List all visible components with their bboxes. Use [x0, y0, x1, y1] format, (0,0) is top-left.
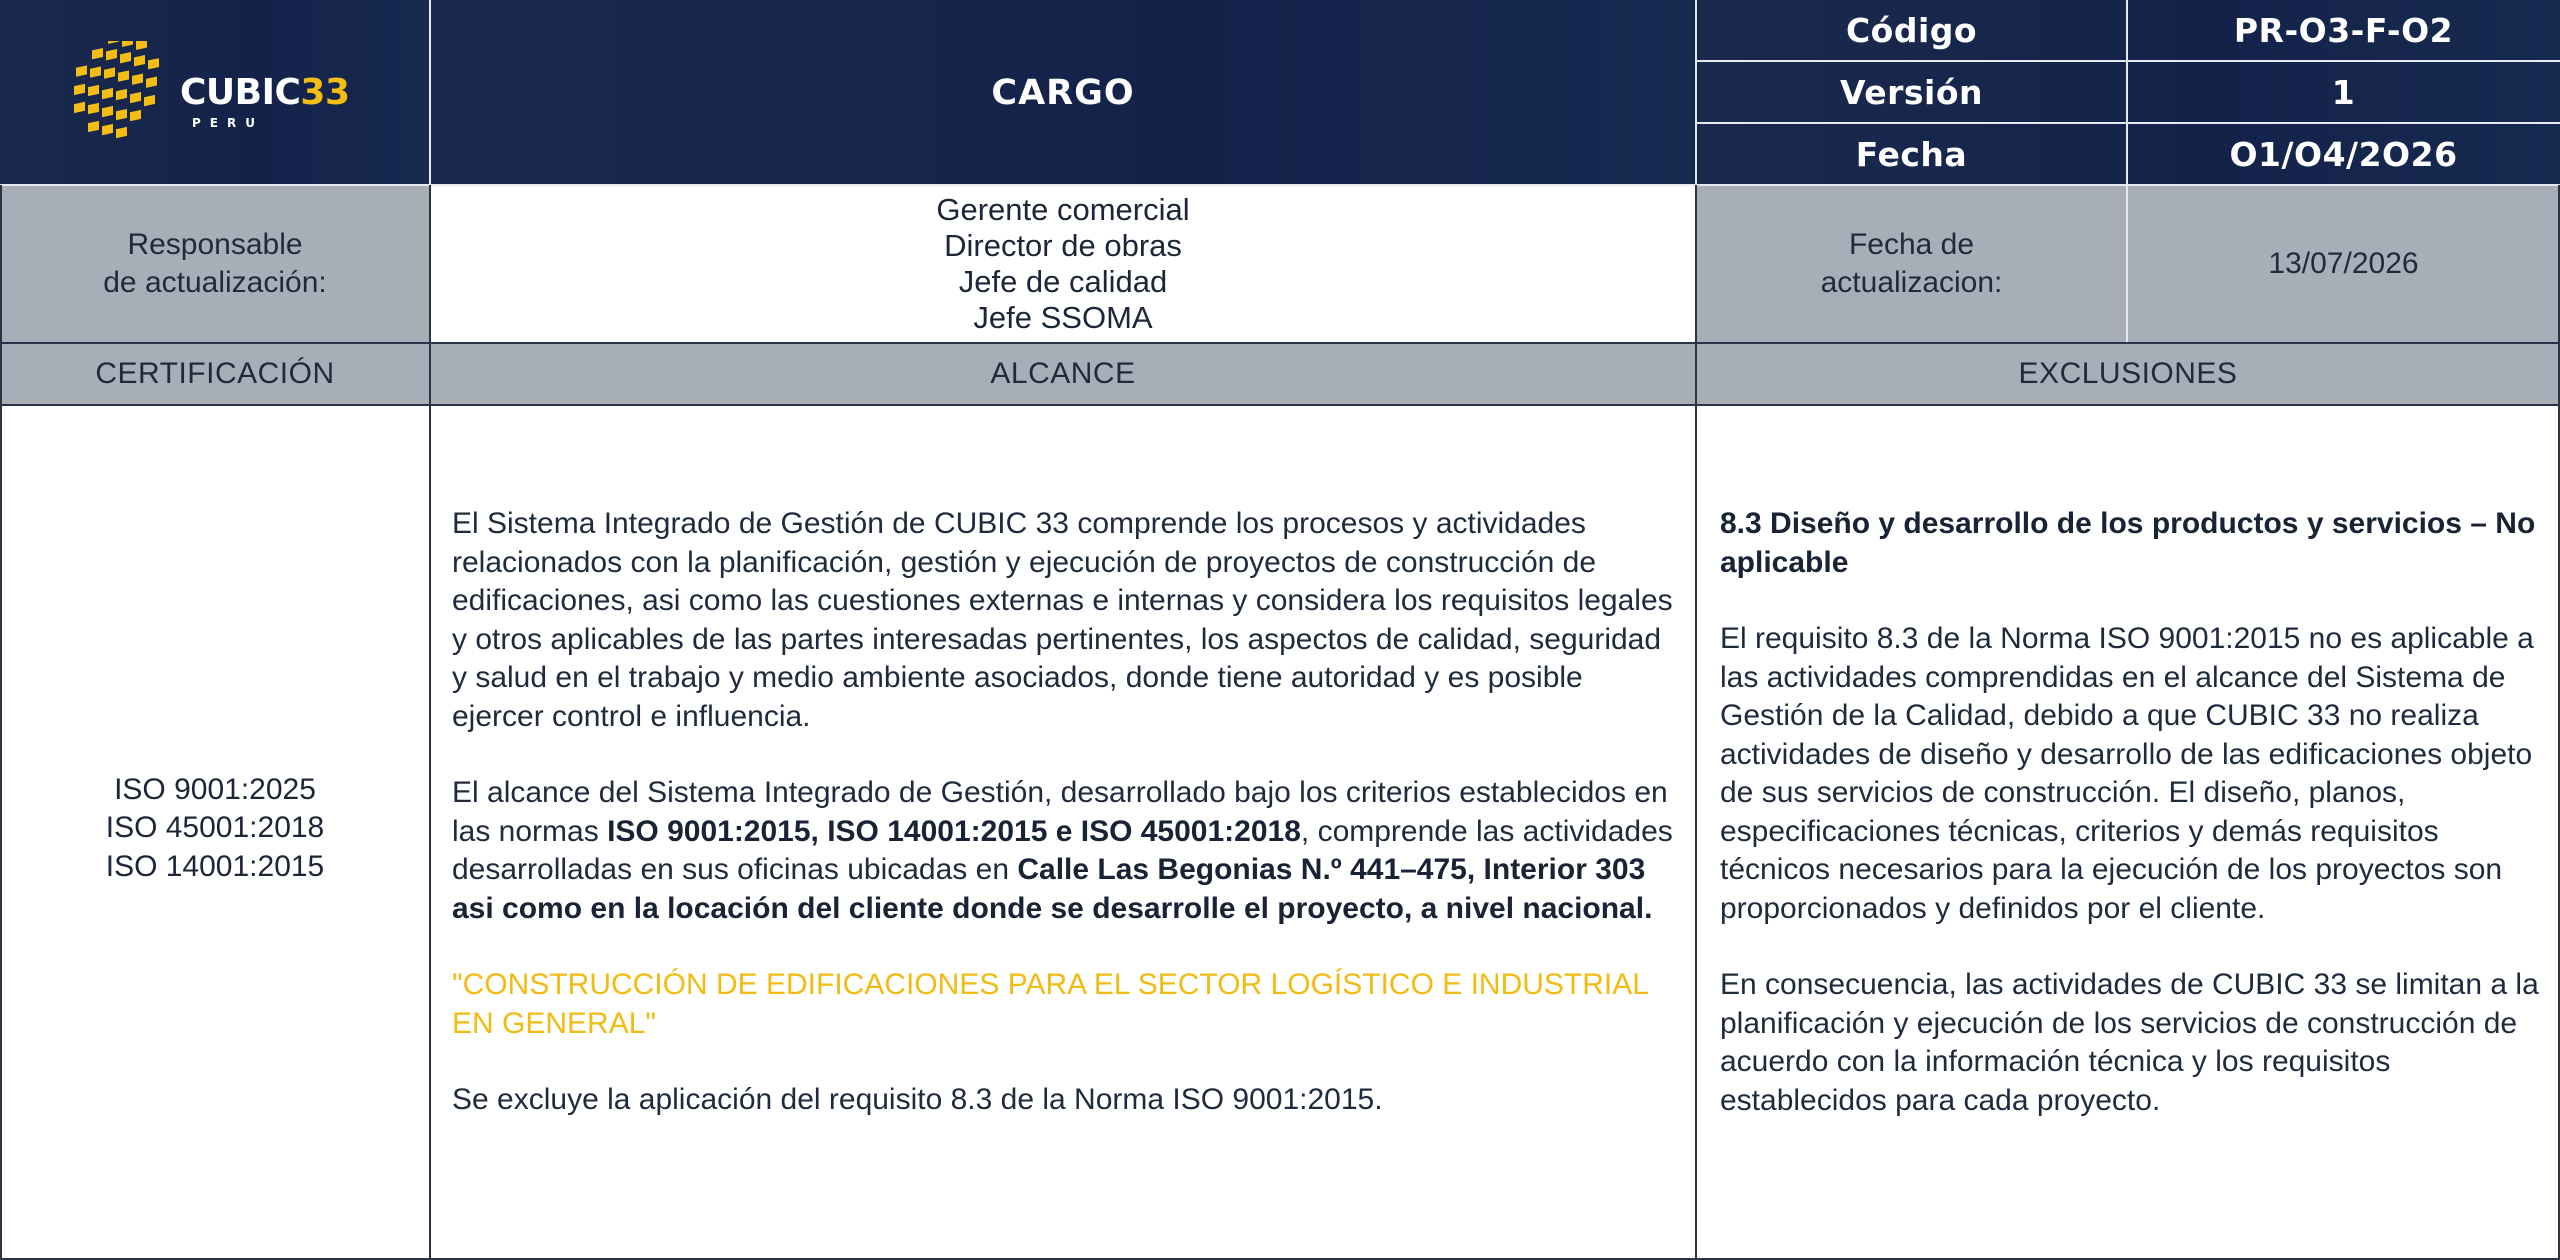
- scope-exclusion-note: Se excluye la aplicación del requisito 8.3 de la Norma ISO 9001:2015.: [452, 1083, 1383, 1116]
- scope-paragraph-1: El Sistema Integrado de Gestión de CUBIC 33 comprende los procesos y actividades relacionados con la planificación, gestión y ejecución de proyectos de construcción de edificaciones, asi como las cuestiones externas e internas y considera los requisitos legales y otros aplicables de las partes interesadas pertinentes, los aspectos de calidad, seguridad y salud en el trabajo y medio ambiente asociados, donde tiene autoridad y es posible ejercer control e influencia.: [452, 507, 1673, 733]
- divider: [1695, 0, 1697, 185]
- divider: [429, 0, 431, 185]
- meta-label-date: Fecha: [1855, 134, 1968, 174]
- logo-number: 33: [300, 72, 350, 113]
- update-date-value: 13/07/2026: [2268, 247, 2419, 280]
- logo-cell: [0, 0, 430, 185]
- role-item: Gerente comercial: [936, 192, 1190, 227]
- exclusion-paragraph-1: El requisito 8.3 de la Norma ISO 9001:2015 no es aplicable a las actividades comprendidas en el alcance del Sistema de Gestión de la Calidad, debido a que CUBIC 33 no realiza actividades de diseño y desarrollo de las edificaciones objeto de sus servicios de construcción. El diseño, planos, especificaciones técnicas, criterios y demás requisitos técnicos necesarios para la ejecución de los proyectos son proporcionados y definidos por el cliente.: [1720, 622, 2534, 925]
- divider: [1696, 122, 2560, 124]
- divider: [1695, 185, 1697, 1260]
- meta-label-code: Código: [1845, 11, 1978, 50]
- scope-location: Calle Las Begonias N.º 441–475, Interior 303 asi como en la locación del cliente donde se desarrolle el proyecto, a nivel nacional.: [452, 853, 1653, 925]
- divider: [1696, 60, 2560, 62]
- responsible-label-line1: Responsable: [127, 228, 303, 261]
- role-item: Jefe SSOMA: [973, 300, 1153, 335]
- update-date-value-cell: [2127, 185, 2560, 343]
- scope-paragraph-2-text-b: , comprende las actividades desarrolladas en sus oficinas ubicadas en: [452, 814, 1673, 886]
- update-date-label-line2: actualizacion:: [1820, 266, 2003, 299]
- exclusion-heading-text: 8.3 Diseño y desarrollo de los productos y servicios – No aplicable: [1720, 507, 2536, 579]
- scope-norms: ISO 9001:2015, ISO 14001:2015 e ISO 45001:2018: [607, 814, 1301, 848]
- responsible-label-line2: de actualización:: [103, 266, 327, 299]
- certification-list: [0, 405, 430, 1260]
- document-title-cell: [430, 0, 1696, 185]
- section-head-exclusiones: EXCLUSIONES: [1696, 343, 2560, 405]
- document-title: CARGO: [991, 72, 1135, 113]
- update-date-label-cell: [1696, 185, 2127, 343]
- divider: [2126, 0, 2128, 185]
- exclusions-text-block: [1696, 405, 2560, 1260]
- document-meta-table: [1696, 0, 2560, 185]
- certification-item: ISO 45001:2018: [105, 811, 325, 845]
- meta-label-version: Versión: [1839, 72, 1983, 112]
- cube-grid-logo-icon: [70, 41, 170, 145]
- exclusion-paragraph-2: En consecuencia, las actividades de CUBIC 33 se limitan a la planificación y ejecución de los servicios de construcción de acuerdo con la información técnica y los requisitos establecidos para cada proyecto.: [1720, 968, 2539, 1117]
- company-logo: [70, 41, 350, 145]
- divider: [0, 342, 2560, 344]
- meta-value-version: 1: [2331, 72, 2356, 112]
- divider: [429, 185, 431, 1260]
- divider: [0, 185, 2, 1260]
- divider: [2126, 185, 2128, 343]
- certification-item: ISO 9001:2025: [114, 772, 316, 806]
- divider: [0, 184, 2560, 186]
- scope-statement: "CONSTRUCCIÓN DE EDIFICACIONES PARA EL SECTOR LOGÍSTICO E INDUSTRIAL EN GENERAL": [452, 968, 1648, 1040]
- divider: [0, 404, 2560, 406]
- scope-paragraph-2: [452, 774, 1674, 928]
- responsible-roles-cell: [430, 185, 1696, 343]
- role-item: Jefe de calidad: [958, 264, 1168, 299]
- responsible-label-cell: [0, 185, 430, 343]
- role-item: Director de obras: [944, 228, 1182, 263]
- scope-text-block: [430, 405, 1696, 1260]
- section-head-alcance: ALCANCE: [430, 343, 1696, 405]
- logo-brand: CUBIC: [180, 72, 301, 113]
- meta-value-date: O1/O4/2O26: [2229, 134, 2458, 174]
- exclusion-heading: [1720, 505, 2542, 582]
- certification-item: ISO 14001:2015: [105, 849, 325, 883]
- meta-value-code: PR-O3-F-O2: [2233, 11, 2454, 50]
- logo-country: PERU: [192, 116, 264, 130]
- logo-wordmark: [180, 72, 350, 130]
- scope-paragraph-2-text-a: El alcance del Sistema Integrado de Gestión, desarrollado bajo los criterios establecidos en las normas: [452, 776, 1668, 848]
- section-head-certificacion: CERTIFICACIÓN: [0, 343, 430, 405]
- update-date-label-line1: Fecha de: [1848, 228, 1975, 261]
